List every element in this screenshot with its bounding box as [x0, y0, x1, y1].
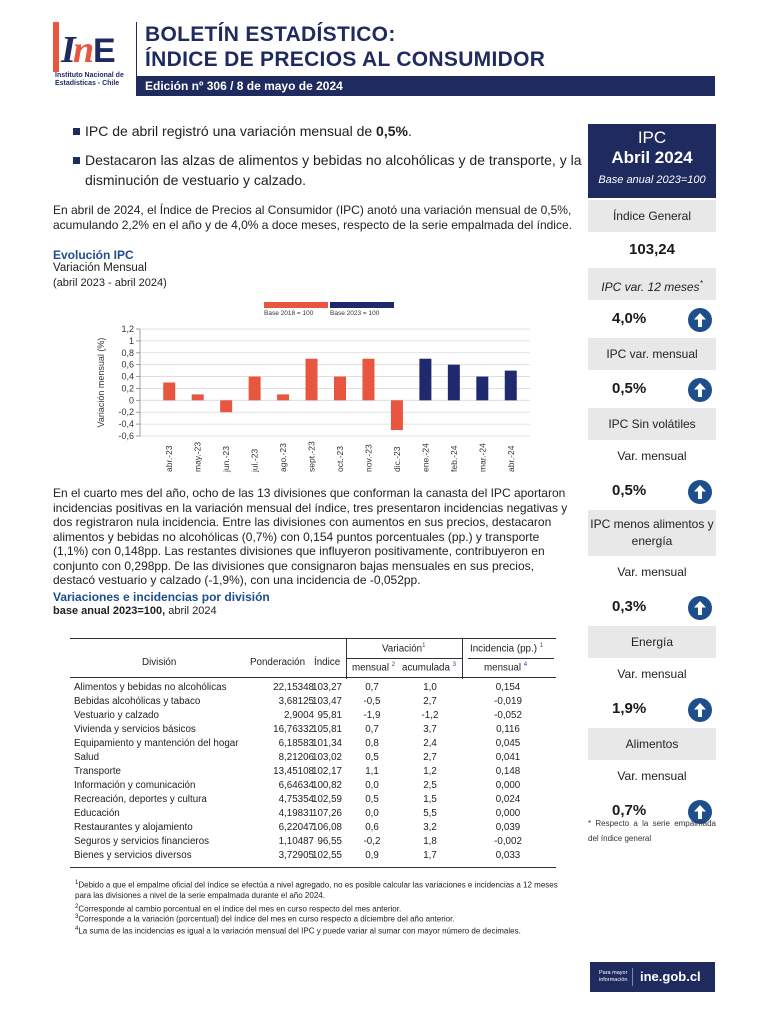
body-paragraph: En el cuarto mes del año, ocho de las 13 divisiones que conforman la canasta del IPC aportaron incidencias positivas en la variación mensual del índice, tres presentaron incidencias negativas y dos registraron nula incidencia. Entre las divisiones con aumentos en sus precios, destacaron alimentos y bebidas no alcohólicas (0,7%) con 0,154 puntos porcentuales (pp.) y transporte (1,1%) con 0,148pp. Las restantes divisiones que influyeron positivamente, contribuyeron en conjunto con 0,298pp. De las divisiones que consignaron bajas mensuales en sus precios, destacó vestuario y calzado (-1,9%), con una incidencia de -0,052pp. [53, 486, 568, 587]
cell-division: Educación [74, 808, 120, 819]
x-tick-label: dic.-23 [391, 446, 402, 472]
cell-division: Equipamiento y mantención del hogar [74, 738, 239, 749]
th-rule-variacion [346, 658, 462, 659]
bar-ene.-24 [419, 359, 431, 401]
alimentos-label: Alimentos [588, 728, 716, 760]
var12-row [588, 300, 716, 338]
cell-division: Bebidas alcohólicas y tabaco [74, 696, 201, 707]
panel-base: Base anual 2023=100 [598, 174, 706, 186]
energia-value: 1,9% [612, 700, 647, 717]
website-link[interactable]: ine.gob.cl [640, 969, 701, 984]
table-row [70, 737, 556, 751]
cell-indice: 105,81 [312, 724, 342, 735]
th-rule-incidencia [468, 658, 554, 659]
legend-label: Base 2023 = 100 [330, 310, 380, 317]
bullet-1-text: IPC de abril registró una variación mensual de 0,5%. [85, 123, 412, 139]
chart-section-title: Evolución IPC [53, 248, 134, 262]
table-row [70, 723, 556, 737]
bar-jun.-23 [220, 400, 232, 412]
badge-small-text: Para mayor información [599, 970, 628, 983]
cell-division: Información y comunicación [74, 780, 196, 791]
cell-incidencia: -0,019 [494, 696, 522, 707]
table-row [70, 821, 556, 835]
cell-ponderacion: 16,76332 [273, 724, 314, 735]
footnote-1: $^1$Debido a que el empalme oficial del índice se efectúa a nivel agregado, no es posible calcular las variaciones e incidencias a 12 meses para las divisiones a nivel de la serie empalmada durante el año 2024. [75, 880, 558, 900]
ipc-bar-chart [90, 300, 530, 476]
cell-ponderacion: 1,10487 [278, 836, 314, 847]
sinvol-row [588, 472, 716, 510]
cell-var-acumulada: 3,2 [423, 822, 437, 833]
cell-var-acumulada: 1,2 [423, 766, 437, 777]
table-row [70, 779, 556, 793]
bar-jul.-23 [249, 377, 261, 401]
indice-general-label: Índice General [588, 200, 716, 232]
cell-var-mensual: -0,5 [363, 696, 381, 707]
footnote-3: $^3$Corresponde a la variación (porcentual) del índice del mes en curso respecto a diciembre del año anterior. [75, 914, 455, 924]
y-tick-label: -0,2 [118, 407, 134, 418]
cell-ponderacion: 8,21206 [278, 752, 314, 763]
footnote-2: $^2$Corresponde al cambio porcentual en el índice del mes en curso respecto del mes anterior. [75, 904, 402, 914]
cell-var-mensual: 0,8 [365, 738, 379, 749]
cell-indice: 103,27 [312, 682, 342, 693]
th-ponderacion: Ponderación [250, 657, 306, 668]
bullet-2 [73, 150, 583, 190]
cell-incidencia: 0,041 [495, 752, 521, 763]
sinvol-label: IPC Sin volátiles [588, 408, 716, 440]
chart-subtitle: Variación Mensual [53, 262, 147, 274]
arrow-up-icon [688, 378, 712, 402]
menos-row [588, 588, 716, 626]
cell-indice: 103,47 [312, 696, 342, 707]
cell-incidencia: 0,045 [495, 738, 521, 749]
cell-var-mensual: 0,0 [365, 808, 379, 819]
chart-period: (abril 2023 - abril 2024) [53, 277, 167, 289]
table-row [70, 807, 556, 821]
cell-indice: 106,08 [312, 822, 342, 833]
cell-ponderacion: 3,68125 [278, 696, 314, 707]
footnote-4: $^4$La suma de las incidencias es igual a la variación mensual del IPC y puede variar al sumar con mayor número de decimales. [75, 926, 521, 936]
x-tick-label: jul.-23 [249, 448, 260, 472]
menos-label: IPC menos alimentos y energía [588, 510, 716, 556]
legend-swatch [330, 302, 394, 308]
arrow-up-icon [688, 698, 712, 722]
cell-var-acumulada: 1,5 [423, 794, 437, 805]
bullet-2-text: Destacaron las alzas de alimentos y bebidas no alcohólicas y de transporte, y la disminución de vestuario y calzado. [85, 152, 582, 188]
th-inc-mensual: mensual $^4$ [484, 662, 528, 674]
cell-incidencia: 0,116 [496, 724, 520, 735]
table-row [70, 835, 556, 849]
x-tick-label: jun.-23 [221, 446, 232, 472]
cell-indice: 102,17 [312, 766, 342, 777]
menos-value: 0,3% [612, 598, 647, 615]
th-mensual: mensual $^2$ [352, 662, 396, 674]
x-tick-label: may.-23 [192, 441, 203, 472]
table-row [70, 751, 556, 765]
panel-title: IPC [637, 128, 667, 147]
cell-ponderacion: 6,22047 [278, 822, 314, 833]
sinvol-sub: Var. mensual [617, 449, 687, 463]
bar-mar.-24 [476, 377, 488, 401]
table-header [70, 638, 556, 678]
var12-label: IPC var. 12 meses* [588, 268, 716, 300]
bar-ago.-23 [277, 394, 289, 400]
cell-ponderacion: 3,72905 [278, 850, 314, 861]
table-row [70, 695, 556, 709]
svg-text:I: I [61, 29, 76, 71]
y-tick-label: 0,4 [121, 371, 134, 382]
y-tick-label: 1,2 [121, 324, 134, 334]
cell-indice: 100,82 [312, 780, 342, 791]
cell-division: Vivienda y servicios básicos [74, 724, 196, 735]
table-section-title: Variaciones e incidencias por división [53, 590, 270, 604]
bullet-square-icon [73, 157, 80, 164]
cell-ponderacion: 2,9004 [284, 710, 314, 721]
ine-website-badge[interactable] [590, 962, 715, 992]
bullet-square-icon [73, 128, 80, 135]
table-row [70, 709, 556, 723]
th-incidencia: Incidencia (pp.) $^1$ [470, 643, 544, 655]
table-base-line: base anual 2023=100, abril 2024 [53, 605, 217, 617]
svg-text:E: E [93, 32, 116, 70]
cell-ponderacion: 22,15348 [273, 682, 314, 693]
cell-indice: 96,55 [317, 836, 342, 847]
alimentos-sub: Var. mensual [617, 769, 687, 783]
cell-division: Recreación, deportes y cultura [74, 794, 207, 805]
cell-var-mensual: 1,1 [365, 766, 379, 777]
cell-incidencia: 0,148 [495, 766, 521, 777]
bar-oct.-23 [334, 377, 346, 401]
cell-ponderacion: 6,64634 [278, 780, 314, 791]
y-tick-label: 1 [128, 335, 134, 346]
cell-ponderacion: 4,19831 [278, 808, 314, 819]
bar-nov.-23 [362, 359, 374, 401]
cell-incidencia: -0,002 [494, 836, 522, 847]
cell-var-mensual: 0,0 [365, 780, 379, 791]
y-tick-label: 0,8 [121, 347, 134, 358]
cell-var-mensual: 0,7 [365, 682, 379, 693]
cell-incidencia: 0,039 [495, 822, 521, 833]
varm-label: IPC var. mensual [588, 338, 716, 370]
table-row [70, 849, 556, 863]
cell-var-acumulada: 2,7 [423, 752, 437, 763]
cell-indice: 107,26 [312, 808, 342, 819]
bar-sept.-23 [306, 359, 318, 401]
page-title: BOLETÍN ESTADÍSTICO: ÍNDICE DE PRECIOS AL CONSUMIDOR [145, 23, 546, 71]
cell-ponderacion: 6,18583 [278, 738, 314, 749]
y-tick-label: -0,4 [118, 419, 134, 430]
cell-var-mensual: 0,9 [365, 850, 379, 861]
ine-logo-mark [53, 22, 127, 72]
th-vrule-1 [346, 639, 347, 679]
varm-value: 0,5% [612, 380, 647, 397]
cell-incidencia: 0,000 [495, 808, 521, 819]
cell-ponderacion: 4,75354 [278, 794, 314, 805]
cell-division: Salud [74, 752, 100, 763]
energia-label: Energía [588, 626, 716, 658]
x-tick-label: sept.-23 [306, 441, 317, 472]
cell-incidencia: 0,033 [495, 850, 521, 861]
x-tick-label: ago.-23 [278, 443, 289, 472]
th-indice: Índice [314, 657, 341, 668]
chart-svg [90, 300, 530, 476]
arrow-up-icon [688, 308, 712, 332]
logo-caption: Instituto Nacional de Estadísticas - Chile [55, 72, 124, 87]
cell-indice: 95,81 [317, 710, 342, 721]
x-tick-label: oct.-23 [335, 446, 345, 472]
varm-row [588, 370, 716, 408]
edition-bar [137, 76, 715, 96]
y-tick-label: 0 [128, 395, 134, 406]
x-tick-label: abr.-24 [505, 445, 516, 472]
panel-header [588, 124, 716, 198]
cell-var-mensual: 0,6 [365, 822, 379, 833]
x-tick-label: nov.-23 [363, 444, 374, 472]
legend-swatch [264, 302, 328, 308]
cell-incidencia: -0,052 [494, 710, 522, 721]
menos-sub: Var. mensual [617, 565, 687, 579]
cell-var-acumulada: 3,7 [423, 724, 437, 735]
y-axis-label: Variación mensual (%) [96, 337, 106, 428]
y-tick-label: 0,2 [121, 383, 134, 394]
cell-division: Transporte [74, 766, 122, 777]
cell-var-mensual: 0,5 [365, 794, 379, 805]
cell-incidencia: 0,000 [495, 780, 521, 791]
cell-var-acumulada: 1,7 [423, 850, 437, 861]
table-row [70, 793, 556, 807]
edition-text: Edición nº 306 / 8 de mayo de 2024 [145, 79, 343, 93]
intro-paragraph: En abril de 2024, el Índice de Precios al Consumidor (IPC) anotó una variación mensual de 0,5%, acumulando 2,2% en el año y de 4,0% a doce meses, respecto de la serie empalmada del índice. [53, 203, 572, 232]
table-body [70, 678, 556, 863]
table-bottom-rule [70, 867, 556, 868]
cell-var-acumulada: 5,5 [423, 808, 437, 819]
var12-value: 4,0% [612, 310, 647, 327]
cell-division: Seguros y servicios financieros [74, 836, 210, 847]
svg-text:n: n [73, 29, 95, 71]
cell-incidencia: 0,024 [495, 794, 521, 805]
cell-var-acumulada: 2,5 [423, 780, 437, 791]
arrow-up-icon [688, 480, 712, 504]
ipc-summary-panel [588, 124, 716, 830]
bullet-1 [73, 121, 573, 141]
ine-logo [53, 22, 127, 98]
bar-abr.-23 [163, 383, 175, 401]
table-row [70, 765, 556, 779]
panel-footnote: * Respecto a la serie empalmada del índice general [588, 819, 716, 843]
x-tick-label: abr.-23 [164, 445, 175, 472]
energia-row [588, 690, 716, 728]
indice-general-value: 103,24 [629, 241, 675, 258]
cell-var-acumulada: -1,2 [421, 710, 439, 721]
cell-ponderacion: 13,45108 [273, 766, 314, 777]
cell-var-acumulada: 1,0 [423, 682, 437, 693]
cell-var-acumulada: 2,4 [423, 738, 437, 749]
bar-dic.-23 [391, 400, 403, 430]
x-tick-label: feb.-24 [448, 445, 459, 472]
cell-division: Restaurantes y alojamiento [74, 822, 193, 833]
cell-indice: 102,55 [312, 850, 342, 861]
cell-indice: 103,02 [312, 752, 342, 763]
panel-period: Abril 2024 [611, 148, 693, 167]
x-tick-label: ene.-24 [420, 443, 431, 472]
cell-division: Bienes y servicios diversos [74, 850, 192, 861]
x-tick-label: mar.-24 [477, 443, 488, 472]
table-row [70, 681, 556, 695]
bar-abr.-24 [505, 371, 517, 401]
th-variacion: Variación$^1$ [382, 643, 426, 655]
cell-var-mensual: -0,2 [363, 836, 381, 847]
cell-indice: 102,59 [312, 794, 342, 805]
cell-indice: 101,34 [312, 738, 342, 749]
cell-incidencia: 0,154 [495, 682, 521, 693]
cell-division: Vestuario y calzado [74, 710, 159, 721]
badge-divider [632, 968, 633, 986]
arrow-up-icon [688, 596, 712, 620]
legend-label: Base 2018 = 100 [264, 310, 314, 317]
energia-sub: Var. mensual [617, 667, 687, 681]
th-vrule-2 [462, 639, 463, 679]
th-division: División [142, 657, 177, 668]
bar-may.-23 [192, 394, 204, 400]
cell-var-acumulada: 1,8 [423, 836, 437, 847]
alimentos-value: 0,7% [612, 802, 647, 819]
sinvol-value: 0,5% [612, 482, 647, 499]
cell-division: Alimentos y bebidas no alcohólicas [74, 682, 227, 693]
divisions-table [70, 638, 556, 868]
y-tick-label: -0,6 [118, 431, 134, 441]
cell-var-mensual: 0,7 [365, 724, 379, 735]
y-tick-label: 0,6 [121, 359, 134, 370]
cell-var-acumulada: 2,7 [423, 696, 437, 707]
bar-feb.-24 [448, 365, 460, 401]
cell-var-mensual: -1,9 [363, 710, 381, 721]
cell-var-mensual: 0,5 [365, 752, 379, 763]
th-acumulada: acumulada $^3$ [402, 662, 457, 674]
